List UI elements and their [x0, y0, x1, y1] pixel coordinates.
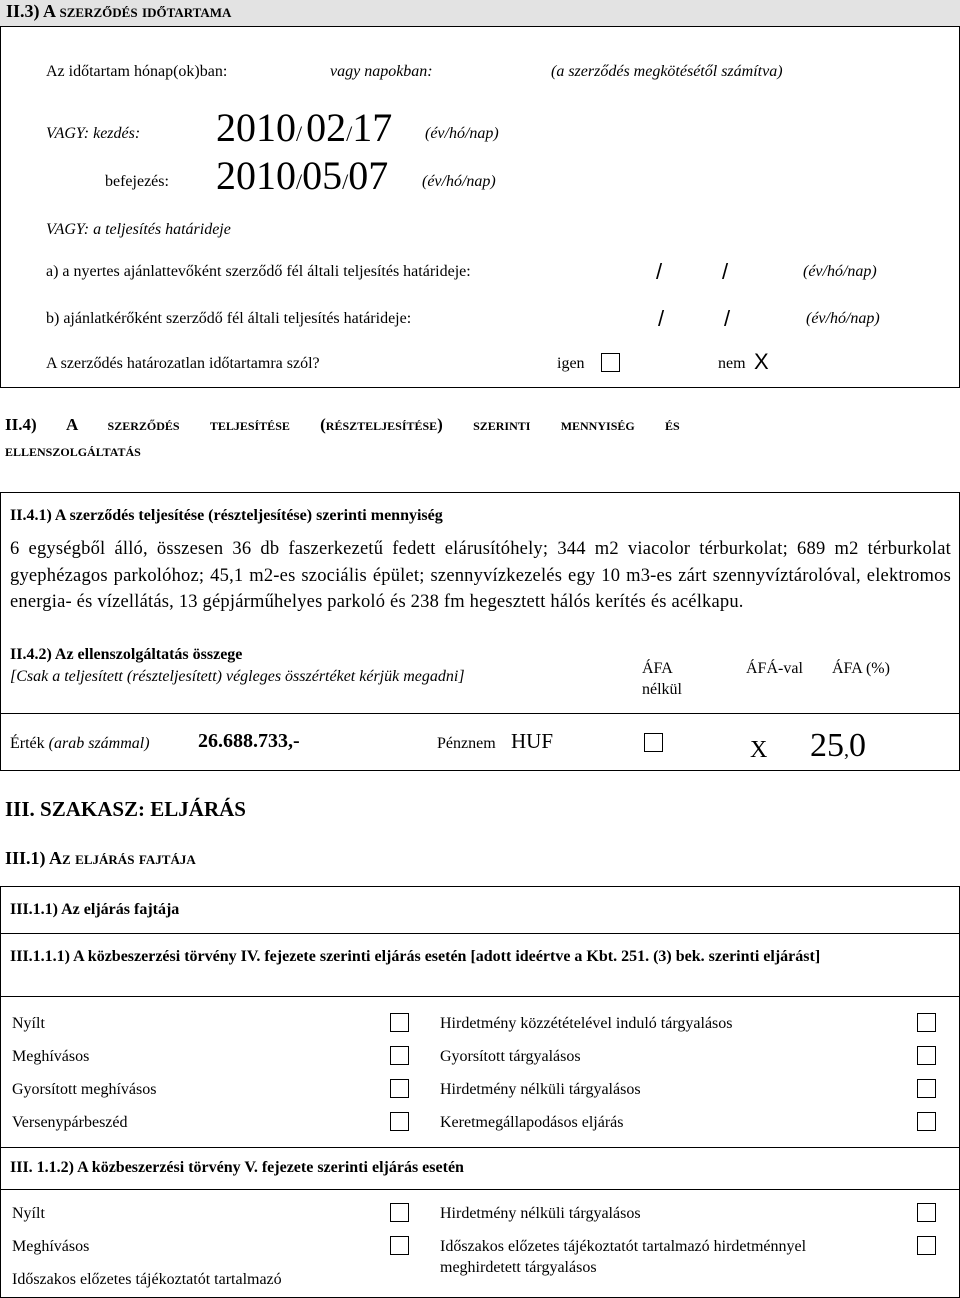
vat-rate-dec: 0: [849, 727, 866, 764]
option-negotiated-with-notice: Hirdetmény közzétételével induló tárgyalásos: [440, 1015, 733, 1032]
option-accelerated-restricted-checkbox[interactable]: [390, 1079, 409, 1098]
date-separator: /: [656, 259, 663, 284]
date-format-hint: (év/hó/nap): [806, 310, 880, 327]
option-restricted-checkbox[interactable]: [390, 1046, 409, 1065]
option-negotiated-with-notice-checkbox[interactable]: [917, 1013, 936, 1032]
subheading-ii42-note: [Csak a teljesített (részteljesített) végleges összértéket kérjük megadni]: [10, 668, 465, 685]
section-heading-ii4: II.4) A szerződés teljesítése (részteljesítése) szerinti mennyiség és: [5, 415, 680, 434]
vat-with-label: ÁFÁ-val: [746, 660, 803, 677]
vat-rate-sep: ,: [844, 739, 849, 761]
start-date: [216, 104, 392, 151]
date-separator: /: [658, 306, 665, 331]
option-v-restricted-checkbox[interactable]: [390, 1236, 409, 1255]
deadline-a-label: a) a nyertes ajánlattevőként szerződő fél általi teljesítés határideje:: [46, 263, 471, 280]
date-separator: /: [296, 169, 303, 194]
no-checked-mark: X: [754, 349, 769, 374]
option-negotiated-without-notice-checkbox[interactable]: [917, 1079, 936, 1098]
option-v-periodic-notice: Időszakos előzetes tájékoztatót tartalmazó: [12, 1271, 282, 1288]
section-heading-ii4-line2: ellenszolgáltatás: [5, 441, 141, 460]
vat-without-label-2: nélkül: [642, 681, 682, 698]
currency-label: Pénznem: [437, 735, 496, 752]
subheading-iii112: III. 1.1.2) A közbeszerzési törvény V. fejezete szerinti eljárás esetén: [10, 1159, 464, 1176]
option-open-checkbox[interactable]: [390, 1013, 409, 1032]
section-heading-ii3: II.3) A szerződés időtartama: [6, 1, 232, 21]
date-separator: /: [722, 259, 729, 284]
subheading-iii111: III.1.1.1) A közbeszerzési törvény IV. fejezete szerinti eljárás esetén [adott ideértve a Kbt. 251. (3) bek. szerinti eljárást]: [10, 948, 821, 965]
date-separator: /: [346, 121, 353, 146]
end-label: befejezés:: [105, 173, 169, 190]
option-negotiated-without-notice: Hirdetmény nélküli tárgyalásos: [440, 1081, 641, 1098]
date-separator: /: [724, 306, 731, 331]
option-v-negotiated-without-notice-checkbox[interactable]: [917, 1203, 936, 1222]
quantity-text: 6 egységből álló, összesen 36 db faszerkezetű fedett elárusítóhely; 344 m2 viacolor térburkolat; 689 m2 térburkolat gyephézagos parkolóhoz; 45,1 m2-es szociális épület; szennyvízkezelés egy 10 m3-es zárt szennyvíztárolóval, elektromos energia- és vízellátás, 13 gépjárműhelyes parkoló és 238 fm hegesztett hálós kerítés és acélkapu.: [10, 539, 951, 612]
or-deadline-label: VAGY: a teljesítés határideje: [46, 221, 231, 238]
vat-with-mark: X: [750, 737, 768, 763]
value-amount: 26.688.733,-: [198, 730, 300, 752]
option-v-periodic-negotiated: Időszakos előzetes tájékoztatót tartalmazó hirdetménnyel: [440, 1238, 807, 1255]
date-format-hint: (év/hó/nap): [425, 125, 499, 142]
option-v-open: Nyílt: [12, 1205, 45, 1222]
date-separator: /: [296, 121, 303, 146]
section-heading-iii1: III.1) Az eljárás fajtája: [5, 848, 196, 868]
divider: [0, 1147, 960, 1148]
vat-percent-label: ÁFA (%): [832, 660, 890, 677]
start-year: 2010: [216, 105, 296, 150]
or-start-label: [46, 125, 140, 143]
vat-without-label: ÁFA: [642, 660, 673, 677]
end-month: 05: [302, 153, 343, 198]
option-competitive-dialogue-checkbox[interactable]: [390, 1112, 409, 1131]
option-accelerated-negotiated: Gyorsított tárgyalásos: [440, 1048, 581, 1065]
end-day: 07: [348, 153, 389, 198]
option-v-periodic-negotiated-2: meghirdetett tárgyalásos: [440, 1259, 597, 1276]
subheading-ii42: II.4.2) Az ellenszolgáltatás összege: [10, 646, 243, 663]
date-format-hint: (év/hó/nap): [422, 173, 496, 190]
option-restricted: Meghívásos: [12, 1048, 90, 1065]
option-accelerated-negotiated-checkbox[interactable]: [917, 1046, 936, 1065]
deadline-b-label: b) ajánlatkérőként szerződő fél általi teljesítés határideje:: [46, 310, 412, 327]
date-separator: /: [342, 169, 349, 194]
no-label: nem: [718, 355, 746, 372]
divider: [0, 713, 960, 714]
value-label-note: (arab számmal): [48, 735, 150, 752]
subheading-ii41-text: II.4.1) A szerződés teljesítése (részteljesítése) szerinti mennyiség: [10, 507, 443, 524]
option-open: Nyílt: [12, 1015, 45, 1032]
duration-months-label: Az időtartam hónap(ok)ban:: [46, 63, 228, 80]
subheading-ii41: [10, 507, 443, 525]
yes-label: igen: [557, 355, 585, 372]
vat-rate: [810, 727, 866, 765]
option-v-open-checkbox[interactable]: [390, 1203, 409, 1222]
indefinite-question: A szerződés határozatlan időtartamra szól?: [46, 355, 320, 372]
option-accelerated-restricted: Gyorsított meghívásos: [12, 1081, 157, 1098]
from-conclusion-note: (a szerződés megkötésétől számítva): [551, 63, 783, 80]
divider: [0, 1189, 960, 1190]
date-format-hint: (év/hó/nap): [803, 263, 877, 280]
end-date: [216, 152, 388, 199]
option-v-negotiated-without-notice: Hirdetmény nélküli tárgyalásos: [440, 1205, 641, 1222]
start-day: 17: [352, 105, 393, 150]
option-framework-agreement-checkbox[interactable]: [917, 1112, 936, 1131]
option-framework-agreement: Keretmegállapodásos eljárás: [440, 1114, 624, 1131]
or-start-text: VAGY: kezdés:: [46, 125, 141, 142]
option-v-restricted: Meghívásos: [12, 1238, 90, 1255]
duration-days-label: vagy napokban:: [330, 63, 433, 80]
yes-checkbox[interactable]: [601, 353, 620, 372]
subheading-iii11: III.1.1) Az eljárás fajtája: [10, 901, 180, 918]
option-competitive-dialogue: Versenypárbeszéd: [12, 1114, 128, 1131]
option-v-periodic-negotiated-checkbox[interactable]: [917, 1236, 936, 1255]
divider: [0, 996, 960, 997]
value-label-text: Érték: [10, 735, 45, 752]
start-month: 02: [306, 105, 347, 150]
value-label: [10, 735, 150, 753]
vat-without-checkbox[interactable]: [644, 733, 663, 752]
vat-rate-int: 25: [810, 727, 844, 764]
section-title-iii: III. SZAKASZ: ELJÁRÁS: [5, 797, 246, 821]
currency-value: HUF: [511, 729, 554, 753]
divider: [0, 933, 960, 934]
end-year: 2010: [216, 153, 296, 198]
